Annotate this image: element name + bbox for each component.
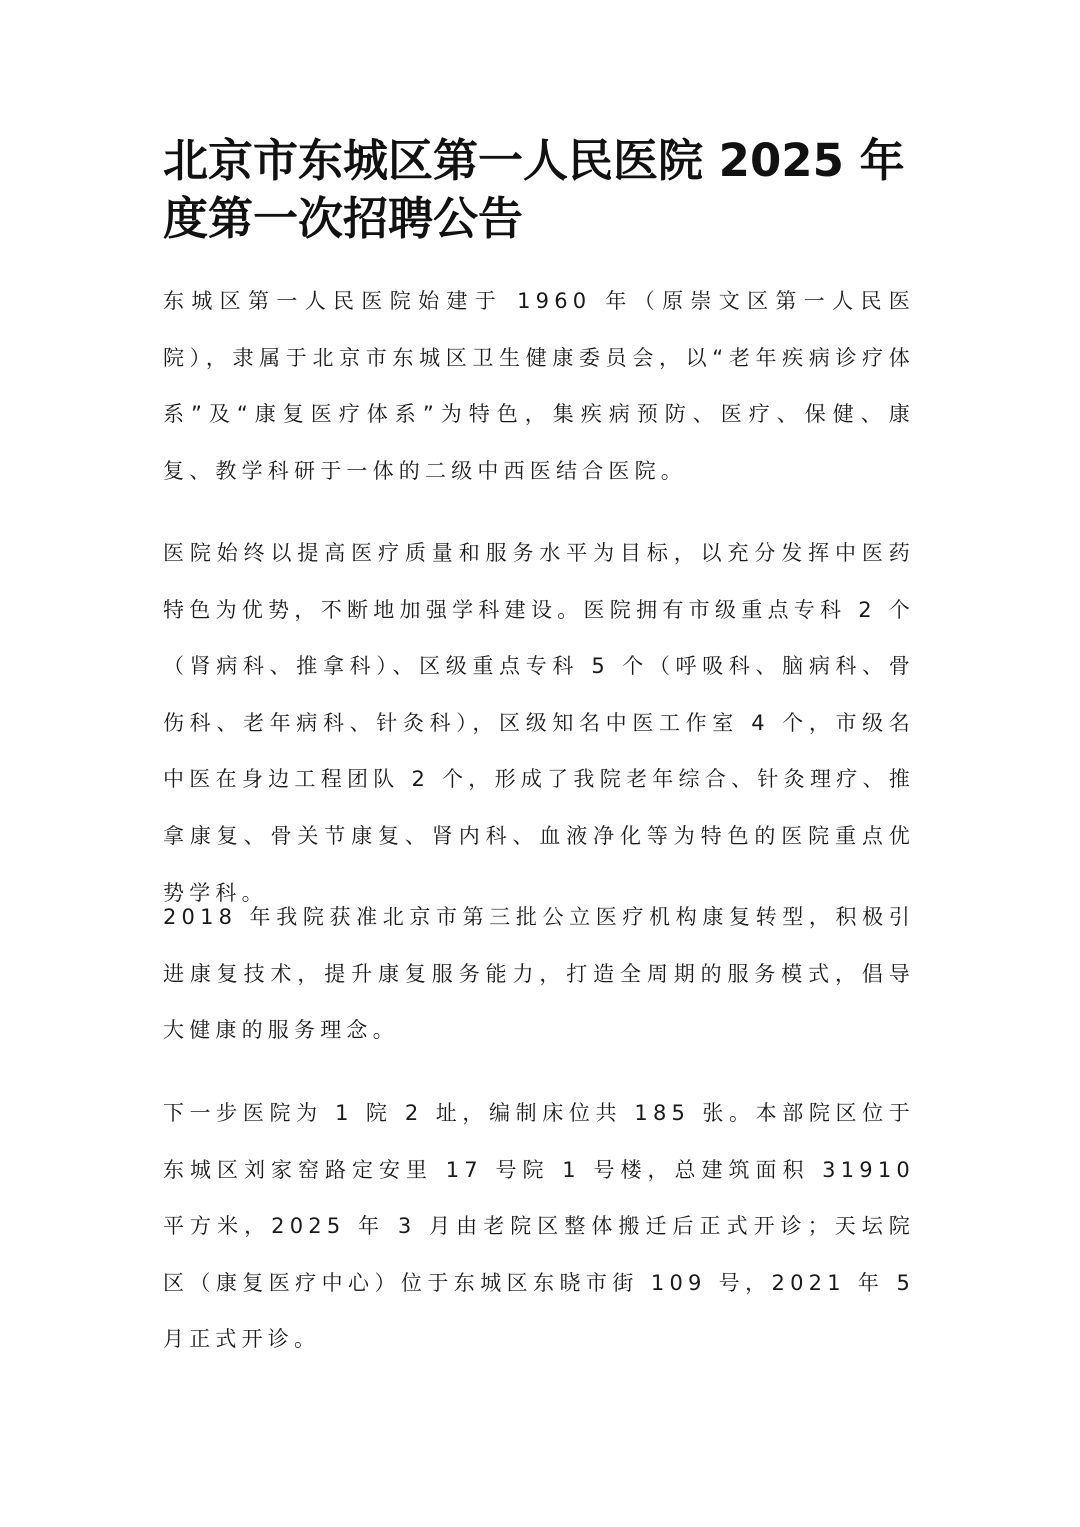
document-title: 北京市东城区第一人民医院 2025 年度第一次招聘公告: [163, 134, 905, 245]
paragraph-rehabilitation: 2018 年我院获准北京市第三批公立医疗机构康复转型，积极引进康复技术，提升康复服务能力，打造全周期的服务模式，倡导大健康的服务理念。: [163, 905, 915, 1043]
paragraph-disciplines: 医院始终以提高医疗质量和服务水平为目标，以充分发挥中医药特色为优势，不断地加强学科建设。医院拥有市级重点专科 2 个（肾病科、推拿科）、区级重点专科 5 个（呼吸科、脑病科、骨伤科、老年病科、针灸科），区级知名中医工作室 4 个，市级名中医在身边工程团队 2 个，形成了我院老年综合、针灸理疗、推拿康复、骨关节康复、肾内科、血液净化等为特色的医院重点优势学科。: [163, 541, 915, 905]
paragraph-history: 东城区第一人民医院始建于 1960 年（原崇文区第一人民医院），隶属于北京市东城区卫生健康委员会，以“老年疾病诊疗体系”及“康复医疗体系”为特色，集疾病预防、医疗、保健、康复、教学科研于一体的二级中西医结合医院。: [163, 289, 915, 483]
paragraph-campuses: 下一步医院为 1 院 2 址，编制床位共 185 张。本部院区位于东城区刘家窑路定安里 17 号院 1 号楼，总建筑面积 31910 平方米，2025 年 3 月由老院区整体搬迁后正式开诊；天坛院区（康复医疗中心）位于东城区东晓市街 109 号，2021 年 5 月正式开诊。: [163, 1101, 915, 1352]
